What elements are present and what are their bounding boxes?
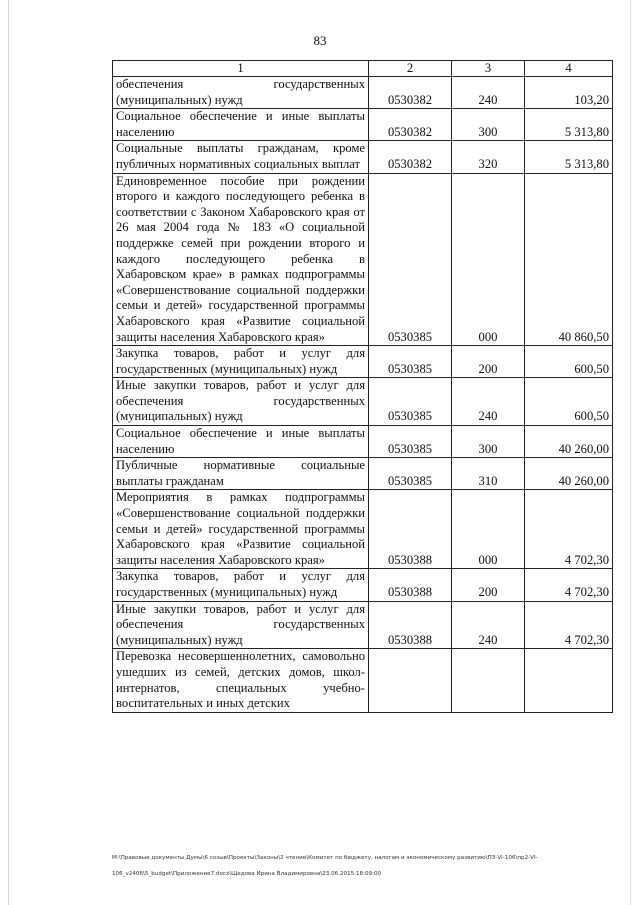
- row-code: 0530382: [369, 109, 452, 141]
- row-code: 0530385: [369, 378, 452, 426]
- table-row: [113, 458, 613, 490]
- row-code: 0530388: [369, 490, 452, 569]
- table-row: [113, 569, 613, 601]
- table-row-continued: [113, 649, 613, 712]
- row-name: Перевозка несовершеннолетних, самовольно ушедших из семей, детских домов, школ-интернатов, специальных учебно-воспитательных и иных детских: [113, 649, 369, 712]
- row-amount: 4 702,30: [525, 601, 613, 649]
- row-amount: 5 313,80: [525, 109, 613, 141]
- row-amount: 40 860,50: [525, 173, 613, 346]
- row-code: 0530385: [369, 426, 452, 458]
- table-row: [113, 601, 613, 649]
- row-type: 300: [452, 109, 525, 141]
- scan-edge-left: [8, 0, 9, 905]
- row-type: 240: [452, 601, 525, 649]
- table-row: [113, 346, 613, 378]
- header-col-2: 2: [369, 61, 452, 77]
- row-code: [369, 649, 452, 712]
- row-name: Единовременное пособие при рождении второго и каждого последующего ребенка в соответствии с Законом Хабаровского края от 26 мая 2004 года № 183 «О социальной поддержке семей при рождении второго и каждого последующего ребенка в Хабаровском крае» в рамках подпрограммы «Совершенствование социальной поддержки семьи и детей» государственной программы Хабаровского края «Развитие социальной защиты населения Хабаровского края»: [113, 173, 369, 346]
- table-row: [113, 77, 613, 109]
- document-footer-path: [112, 846, 612, 886]
- row-amount: 40 260,00: [525, 458, 613, 490]
- footer-line-2: 106_v2406\5_budget\Приложение7.docx\Щедова Ирина Владимировна\23.06.2015 18:09:00: [112, 871, 382, 877]
- row-code: 0530385: [369, 346, 452, 378]
- row-name: обеспечения государственных (муниципальных) нужд: [113, 77, 369, 109]
- row-amount: 5 313,80: [525, 141, 613, 173]
- table-row: [113, 173, 613, 346]
- table-row: [113, 426, 613, 458]
- table-header-row: [113, 61, 613, 77]
- row-name: Закупка товаров, работ и услуг для государственных (муниципальных) нужд: [113, 346, 369, 378]
- row-name: Социальное обеспечение и иные выплаты населению: [113, 109, 369, 141]
- row-amount: 103,20: [525, 77, 613, 109]
- row-type: 200: [452, 346, 525, 378]
- header-col-1: 1: [113, 61, 369, 77]
- row-type: 300: [452, 426, 525, 458]
- row-amount: 600,50: [525, 378, 613, 426]
- row-type: 000: [452, 490, 525, 569]
- table-row: [113, 141, 613, 173]
- row-type: 240: [452, 378, 525, 426]
- row-name: Социальные выплаты гражданам, кроме публичных нормативных социальных выплат: [113, 141, 369, 173]
- row-name: Иные закупки товаров, работ и услуг для обеспечения государственных (муниципальных) нужд: [113, 601, 369, 649]
- table-row: [113, 378, 613, 426]
- row-code: 0530385: [369, 458, 452, 490]
- row-type: 320: [452, 141, 525, 173]
- row-code: 0530382: [369, 141, 452, 173]
- row-type: 000: [452, 173, 525, 346]
- footer-line-1: М:\Правовые документы Думы\6 созыв\Проекты\Законы\2 чтение\Комитет по бюджету, налогам и экономическому развитию\ПЗ-VI-106\пр2-VI-: [112, 855, 538, 861]
- row-name: Иные закупки товаров, работ и услуг для обеспечения государственных (муниципальных) нужд: [113, 378, 369, 426]
- row-amount: 40 260,00: [525, 426, 613, 458]
- scan-edge-right: [630, 0, 631, 905]
- page-number: 83: [313, 33, 327, 48]
- row-code: 0530388: [369, 569, 452, 601]
- row-type: 200: [452, 569, 525, 601]
- row-amount: 600,50: [525, 346, 613, 378]
- row-code: 0530382: [369, 77, 452, 109]
- header-col-4: 4: [525, 61, 613, 77]
- row-name: Публичные нормативные социальные выплаты гражданам: [113, 458, 369, 490]
- row-code: 0530388: [369, 601, 452, 649]
- table-row: [113, 109, 613, 141]
- header-col-3: 3: [452, 61, 525, 77]
- row-amount: [525, 649, 613, 712]
- row-type: 310: [452, 458, 525, 490]
- row-amount: 4 702,30: [525, 490, 613, 569]
- table-row: [113, 490, 613, 569]
- row-code: 0530385: [369, 173, 452, 346]
- row-name: Закупка товаров, работ и услуг для государственных (муниципальных) нужд: [113, 569, 369, 601]
- row-type: 240: [452, 77, 525, 109]
- row-type: [452, 649, 525, 712]
- row-amount: 4 702,30: [525, 569, 613, 601]
- budget-table: [112, 60, 613, 713]
- row-name: Социальное обеспечение и иные выплаты населению: [113, 426, 369, 458]
- row-name: Мероприятия в рамках подпрограммы «Совершенствование социальной поддержки семьи и детей» государственной программы Хабаровского края «Развитие социальной защиты населения Хабаровского края»: [113, 490, 369, 569]
